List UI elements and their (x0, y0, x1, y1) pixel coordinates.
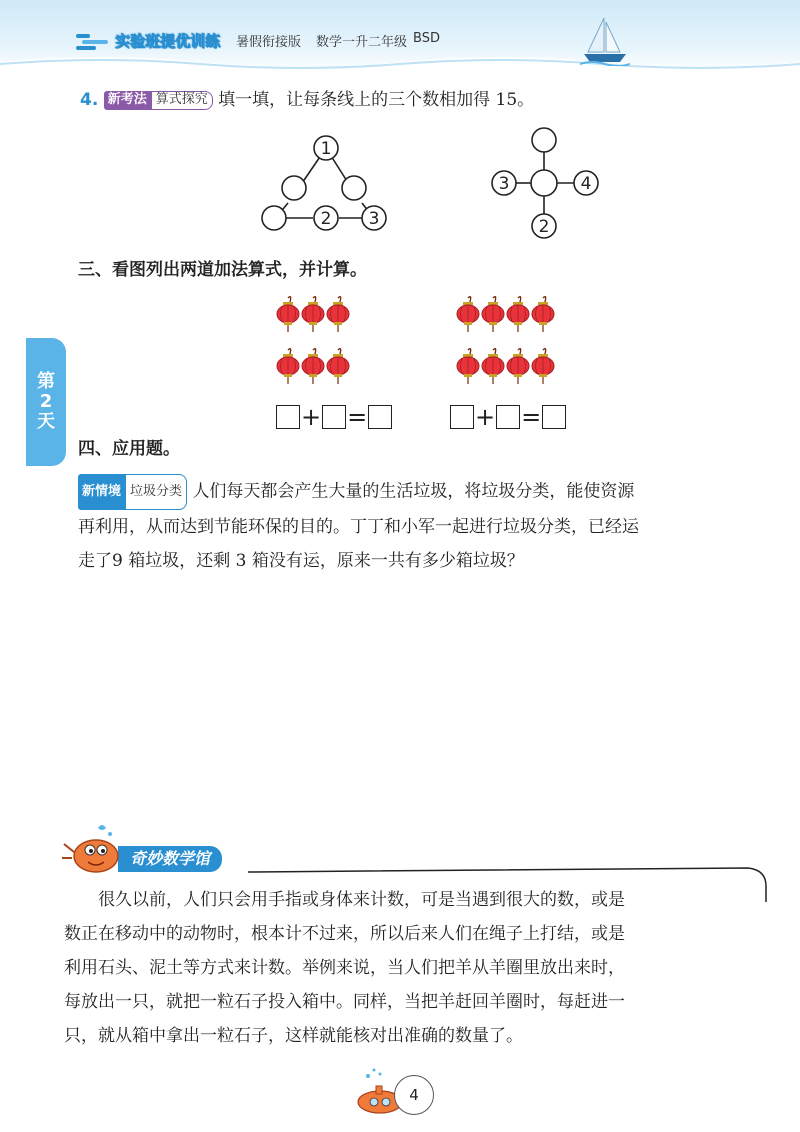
cross-left-value: 3 (498, 174, 510, 194)
garbage-sort-tag: 垃圾分类 (125, 474, 187, 510)
answer-box-2[interactable] (322, 405, 346, 429)
answer-box-6[interactable] (542, 405, 566, 429)
new-scenario-tag: 新情境 (78, 474, 125, 510)
answer-area[interactable] (78, 600, 768, 820)
story-line-4: 每放出一只，就把一粒石子投入箱中。同样，当把羊赶回羊圈时，每赶进一 (64, 992, 625, 1012)
word-problem-line-1 (78, 474, 768, 510)
day-tab-char-1: 第 (37, 371, 55, 393)
lantern-right-row1-3 (507, 297, 529, 332)
equals-sign: = (521, 403, 542, 431)
lantern-right-row2-4 (532, 349, 554, 384)
page-header (0, 0, 800, 72)
answer-box-5[interactable] (496, 405, 520, 429)
word-problem (78, 474, 768, 578)
grade-label: 数学一升二年级 (316, 35, 408, 50)
triangle-right-middle-circle[interactable] (342, 176, 366, 200)
lantern-groups (0, 290, 800, 393)
cross-puzzle (480, 124, 610, 244)
section-3-title: 三、看图列出两道加法算式，并计算。 (78, 260, 367, 280)
lantern-left-row1-1 (277, 297, 299, 332)
lantern-left-row1-2 (302, 297, 324, 332)
lantern-right-row1-4 (532, 297, 554, 332)
page-number: 4 (394, 1075, 434, 1115)
question-number: 4. (80, 90, 99, 110)
plus-sign: + (301, 403, 322, 431)
triangle-bottom-left-circle[interactable] (262, 206, 286, 230)
header-wave-decoration (0, 52, 800, 74)
day-tab-number: 2 (39, 391, 53, 413)
triangle-bottom-right-value: 3 (368, 209, 380, 229)
lantern-right-row1-2 (482, 297, 504, 332)
story-line-1: 很久以前，人们只会用手指或身体来计数，可是当遇到很大的数，或是 (98, 890, 625, 910)
sailboat-icon (580, 14, 630, 66)
cross-center-circle[interactable] (531, 170, 557, 196)
plus-sign: + (475, 403, 496, 431)
story-line-2: 数正在移动中的动物时，根本计不过来，所以后来人们在绳子上打结，或是 (64, 924, 625, 944)
answer-box-1[interactable] (276, 405, 300, 429)
lantern-left-row2-3 (327, 349, 349, 384)
story-line-5: 只，就从箱中拿出一粒石子，这样就能核对出准确的数量了。 (64, 1026, 523, 1046)
lantern-right-row2-3 (507, 349, 529, 384)
day-tab-char-2: 天 (37, 410, 55, 432)
answer-box-4[interactable] (450, 405, 474, 429)
cross-top-circle[interactable] (532, 128, 556, 152)
equation-left (276, 402, 392, 430)
cross-bottom-value: 2 (538, 217, 550, 237)
brand-logo-icon (74, 30, 110, 52)
lantern-right-row1-1 (457, 297, 479, 332)
question-4-heading (80, 89, 534, 111)
word-problem-line-2: 再利用，从而达到节能环保的目的。丁丁和小军一起进行垃圾分类，已经运 (78, 517, 639, 537)
section-4-title: 四、应用题。 (78, 439, 180, 459)
lantern-left-row2-2 (302, 349, 324, 384)
lantern-left-row2-1 (277, 349, 299, 384)
triangle-left-middle-circle[interactable] (282, 176, 306, 200)
lantern-right-row2-1 (457, 349, 479, 384)
math-corner-title: 奇妙数学馆 (118, 846, 222, 872)
triangle-bottom-middle-value: 2 (320, 209, 332, 229)
answer-box-3[interactable] (368, 405, 392, 429)
new-method-tag: 新考法 (104, 91, 151, 110)
word-problem-text-1: 人们每天都会产生大量的生活垃圾，将垃圾分类，能使资源 (192, 481, 635, 502)
formula-explore-tag: 算式探究 (151, 91, 213, 110)
story-line-3: 利用石头、泥土等方式来计数。举例来说，当人们把羊从羊圈里放出来时， (64, 958, 625, 978)
equals-sign: = (347, 403, 368, 431)
lantern-left-row1-3 (327, 297, 349, 332)
lantern-right-row2-2 (482, 349, 504, 384)
math-corner-story (64, 883, 764, 1053)
cross-right-value: 4 (580, 174, 592, 194)
word-problem-line-3: 走了9 箱垃圾，还剩 3 箱没有运，原来一共有多少箱垃圾？ (78, 551, 524, 571)
brand-title: 实验班提优训练 (115, 32, 221, 50)
equation-right (450, 402, 566, 430)
crab-mascot-icon (62, 822, 126, 878)
edition-label: 暑假衔接版 (236, 35, 302, 50)
triangle-puzzle (250, 128, 400, 236)
question-4-text: 填一填，让每条线上的三个数相加得 15。 (218, 90, 535, 110)
publisher-code: BSD (413, 31, 440, 46)
triangle-top-value: 1 (320, 139, 332, 159)
